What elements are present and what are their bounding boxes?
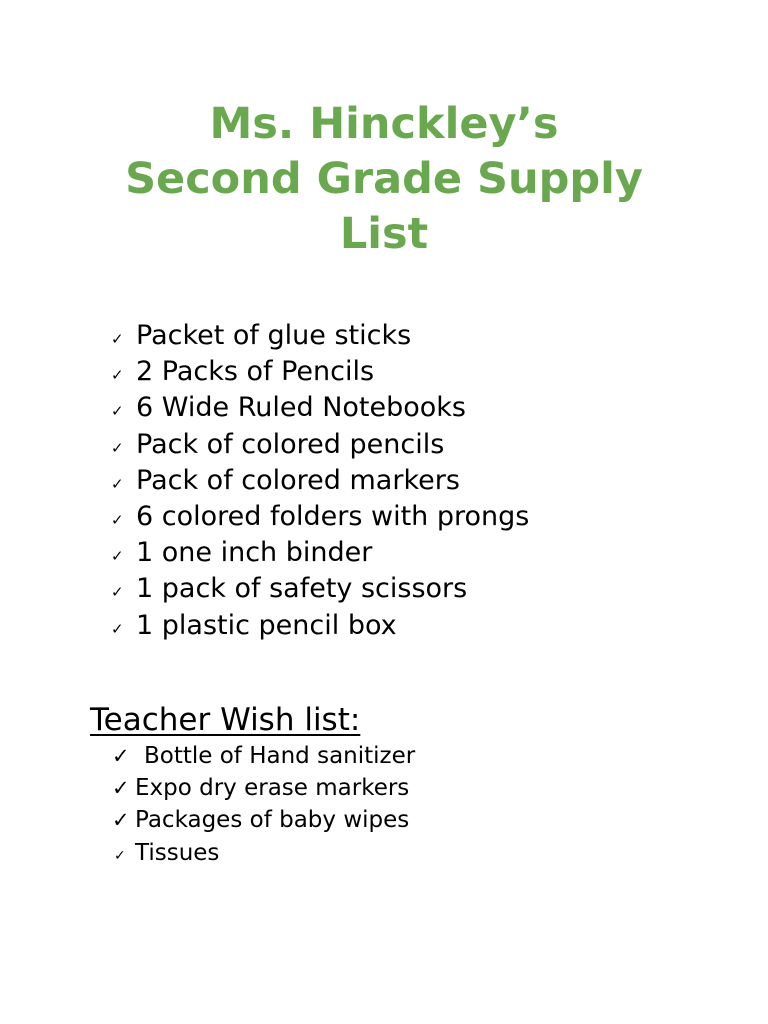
wish-item: [112, 837, 415, 869]
supply-item: [108, 571, 529, 607]
checkmark-icon: ✓: [112, 776, 130, 801]
supply-item: [108, 499, 529, 535]
wish-item-label: Expo dry erase markers: [135, 775, 410, 802]
checkmark-icon: ✓: [111, 474, 124, 493]
supply-item-label: Packet of glue sticks: [136, 320, 412, 351]
title-line-2: Second Grade Supply: [125, 154, 643, 204]
checkmark-icon: ✓: [111, 547, 124, 566]
checkmark-icon: ✓: [111, 510, 124, 529]
wish-item: [112, 740, 415, 772]
supply-item: [108, 608, 529, 644]
title-line-1: Ms. Hinckley’s: [209, 99, 559, 149]
checkmark-icon: ✓: [111, 619, 124, 638]
supply-item: [108, 463, 529, 499]
supply-item-label: 1 plastic pencil box: [136, 609, 397, 641]
checkmark-icon: ✓: [111, 583, 124, 602]
supply-list: [108, 318, 529, 644]
wish-item: [112, 772, 415, 804]
wish-item: [112, 804, 415, 836]
supply-item-label: Pack of colored pencils: [136, 428, 445, 460]
checkmark-icon: ✓: [111, 402, 124, 421]
page-title: [0, 97, 768, 262]
wish-list: [112, 740, 415, 869]
supply-item: [108, 354, 529, 390]
wish-list-heading: Teacher Wish list:: [90, 702, 361, 738]
checkmark-icon: ✓: [111, 330, 124, 348]
wish-item-label: Tissues: [135, 839, 220, 866]
checkmark-icon: ✓: [114, 847, 126, 864]
checkmark-icon: ✓: [112, 744, 130, 768]
supply-item-label: 6 colored folders with prongs: [136, 500, 530, 532]
wish-item-label: Packages of baby wipes: [135, 807, 410, 834]
checkmark-icon: ✓: [111, 438, 124, 457]
supply-item-label: 1 pack of safety scissors: [136, 573, 468, 605]
checkmark-icon: ✓: [111, 366, 124, 385]
supply-item-label: 1 one inch binder: [136, 537, 373, 569]
supply-item: [108, 318, 529, 354]
supply-item: [108, 535, 529, 571]
checkmark-icon: ✓: [112, 808, 130, 833]
supply-item: [108, 390, 529, 426]
supply-item-label: 6 Wide Ruled Notebooks: [136, 392, 466, 424]
wish-item-label: Bottle of Hand sanitizer: [144, 743, 416, 769]
title-line-3: List: [339, 209, 429, 259]
supply-item: [108, 427, 529, 463]
supply-item-label: Pack of colored markers: [136, 464, 460, 496]
supply-item-label: 2 Packs of Pencils: [136, 356, 375, 388]
